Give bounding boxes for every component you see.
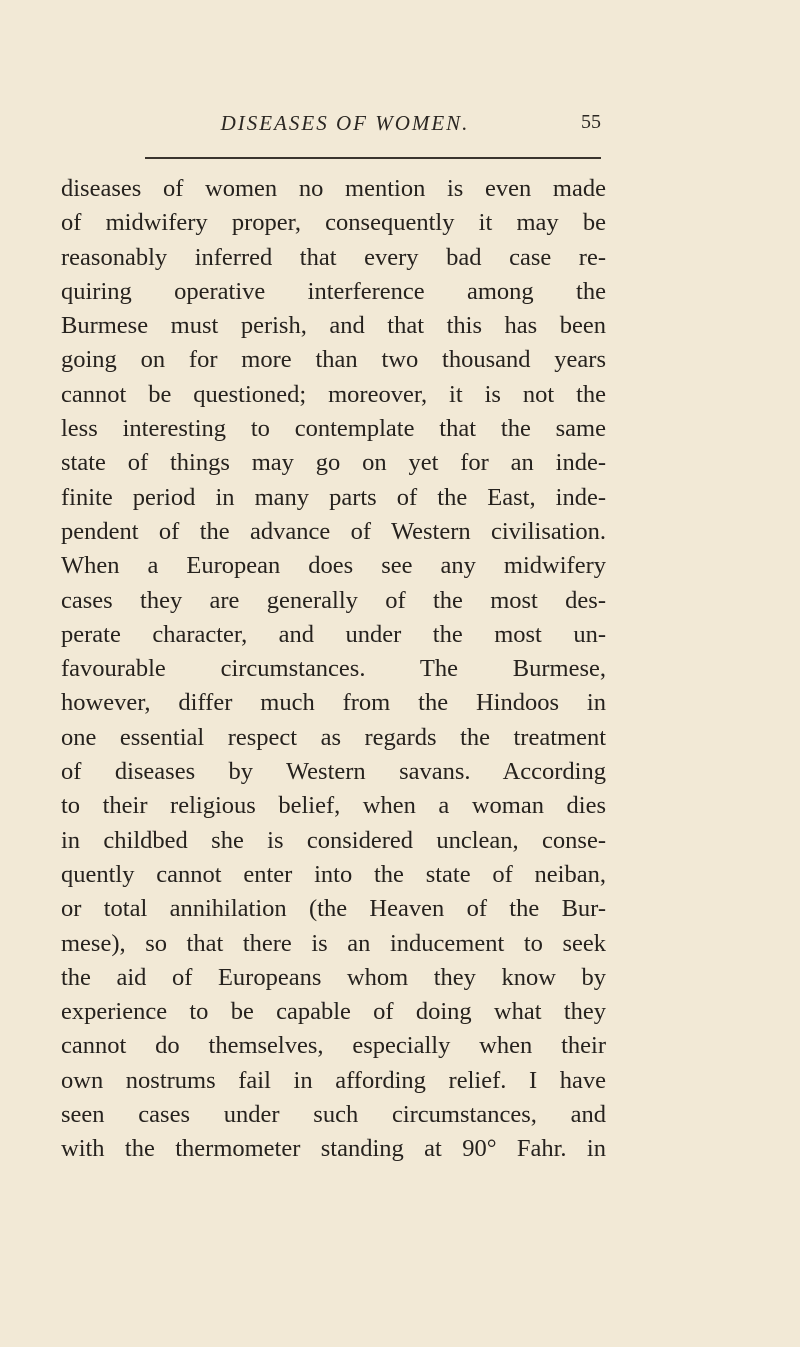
text-line: of midwifery proper, consequently it may be <box>61 209 606 237</box>
header-rule <box>145 157 601 159</box>
text-line: experience to be capable of doing what they <box>61 998 606 1026</box>
text-line: cannot do themselves, especially when their <box>61 1032 606 1060</box>
text-line: own nostrums fail in affording relief. I have <box>61 1066 606 1094</box>
text-line: quently cannot enter into the state of neiban, <box>61 860 606 888</box>
page-number: 55 <box>581 111 601 133</box>
text-line: cannot be questioned; moreover, it is not the <box>61 380 606 408</box>
text-line: in childbed she is considered unclean, conse- <box>61 826 606 854</box>
text-line: the aid of Europeans whom they know by <box>61 963 606 991</box>
text-line: of diseases by Western savans. According <box>61 758 606 786</box>
text-line: reasonably inferred that every bad case re- <box>61 243 606 271</box>
text-line: state of things may go on yet for an inde- <box>61 449 606 477</box>
text-line: perate character, and under the most un- <box>61 620 606 648</box>
text-line: finite period in many parts of the East, inde- <box>61 483 606 511</box>
text-line: seen cases under such circumstances, and <box>61 1101 606 1129</box>
text-line: cases they are generally of the most des- <box>61 586 606 614</box>
text-line: favourable circumstances. The Burmese, <box>61 655 606 683</box>
text-line: When a European does see any midwifery <box>61 552 606 580</box>
text-line: pendent of the advance of Western civilisation. <box>61 517 606 545</box>
text-line: however, differ much from the Hindoos in <box>61 689 606 717</box>
running-title: DISEASES OF WOMEN. <box>220 111 470 135</box>
text-line: or total annihilation (the Heaven of the Bur- <box>61 895 606 923</box>
text-line: quiring operative interference among the <box>61 277 606 305</box>
text-line: one essential respect as regards the treatment <box>61 723 606 751</box>
text-line: going on for more than two thousand years <box>61 346 606 374</box>
text-line: diseases of women no mention is even made <box>61 175 606 202</box>
text-line: mese), so that there is an inducement to seek <box>61 929 606 957</box>
text-line: to their religious belief, when a woman dies <box>61 792 606 820</box>
text-line: less interesting to contemplate that the same <box>61 415 606 443</box>
body-text <box>61 172 606 1167</box>
text-line: with the thermometer standing at 90° Fahr. in <box>61 1135 606 1163</box>
text-line: Burmese must perish, and that this has been <box>61 312 606 340</box>
running-head <box>145 111 605 141</box>
